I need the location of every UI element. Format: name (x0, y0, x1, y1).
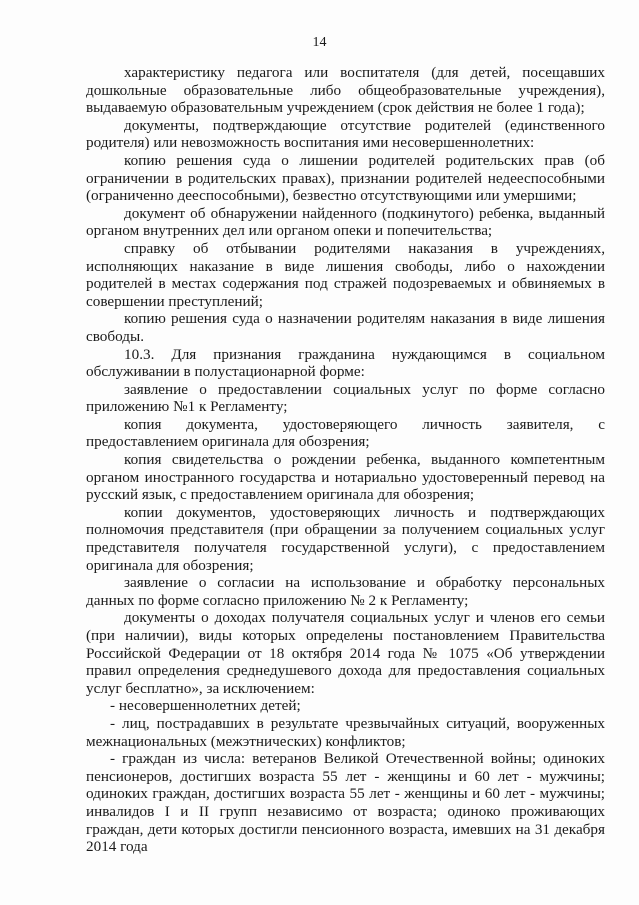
paragraph-court-decision-sentence: копию решения суда о назначении родителям наказания в виде лишения свободы. (86, 310, 605, 345)
paragraph-application: заявление о предоставлении социальных услуг по форме согласно приложению №1 к Регламенту; (86, 380, 605, 416)
paragraph-data-consent: заявление о согласии на использование и обработку персональных данных по форме согласно приложению № 2 к Регламенту; (86, 574, 605, 609)
paragraph-parents-absence-docs: документы, подтверждающие отсутствие родителей (единственного родителя) или невозможность воспитания ими несовершеннолетних: (86, 116, 605, 152)
list-item-minors: - несовершеннолетних детей; (110, 697, 301, 715)
paragraph-found-child-document: документ об обнаружении найденного (подкинутого) ребенка, выданный органом внутренних дел или органом опеки и попечительства; (86, 204, 605, 240)
page-number: 14 (312, 35, 327, 50)
list-item-citizens-categories: - граждан из числа: ветеранов Великой Отечественной войны; одиноких пенсионеров, достигших возраста 55 лет - женщины и 60 лет - мужчины; одиноких граждан, достигших возраста 55 лет - женщины и 60 лет - мужчины; инвалидов I и II групп независимо от возраста; одиноко проживающих граждан, дети которых достигли пенсионного возраста, имевших на 31 декабря 2014 года (86, 750, 605, 856)
paragraph-birth-certificate: копия свидетельства о рождении ребенка, выданного компетентным органом иностранного государства и нотариально удостоверенный перевод на русский язык, с предоставлением оригинала для обозрения; (86, 451, 605, 504)
paragraph-identity-copy: копия документа, удостоверяющего личность заявителя, с предоставлением оригинала для обозрения; (86, 415, 605, 451)
paragraph-sentence-certificate: справку об отбывании родителями наказания в учреждениях, исполняющих наказание в виде лишения свободы, либо о нахождении родителей в местах содержания под стражей подозреваемых и обвиняемых в совершении преступлений; (86, 239, 605, 310)
paragraph-section-10-3: 10.3. Для признания гражданина нуждающимся в социальном обслуживании в полустационарной форме: (86, 345, 605, 381)
paragraph-income-documents: документы о доходах получателя социальных услуг и членов его семьи (при наличии), виды которых определены постановлением Правительства Российской Федерации от 18 октября 2014 года № 1075 «Об утверждении правил определения среднедушевого дохода для предоставления социальных услуг бесплатно», за исключением: (86, 609, 605, 697)
list-item-emergency-victims: - лиц, пострадавших в результате чрезвычайных ситуаций, вооруженных межнациональных (межэтнических) конфликтов; (86, 714, 605, 750)
paragraph-representative-docs: копии документов, удостоверяющих личность и подтверждающих полномочия представителя (при обращении за получением социальных услуг представителя получателя государственной услуги), с предоставлением оригинала для обозрения; (86, 503, 605, 574)
paragraph-court-decision-rights: копию решения суда о лишении родителей родительских прав (об ограничении в родительских правах), признании родителей недееспособными (ограниченно дееспособными), безвестно отсутствующими или умершими; (86, 151, 605, 205)
document-body (86, 64, 605, 856)
paragraph-teacher-reference: характеристику педагога или воспитателя (для детей, посещавших дошкольные образовательные либо общеобразовательные учреждения), выдаваемую образовательным учреждением (срок действия не более 1 года); (86, 64, 605, 117)
